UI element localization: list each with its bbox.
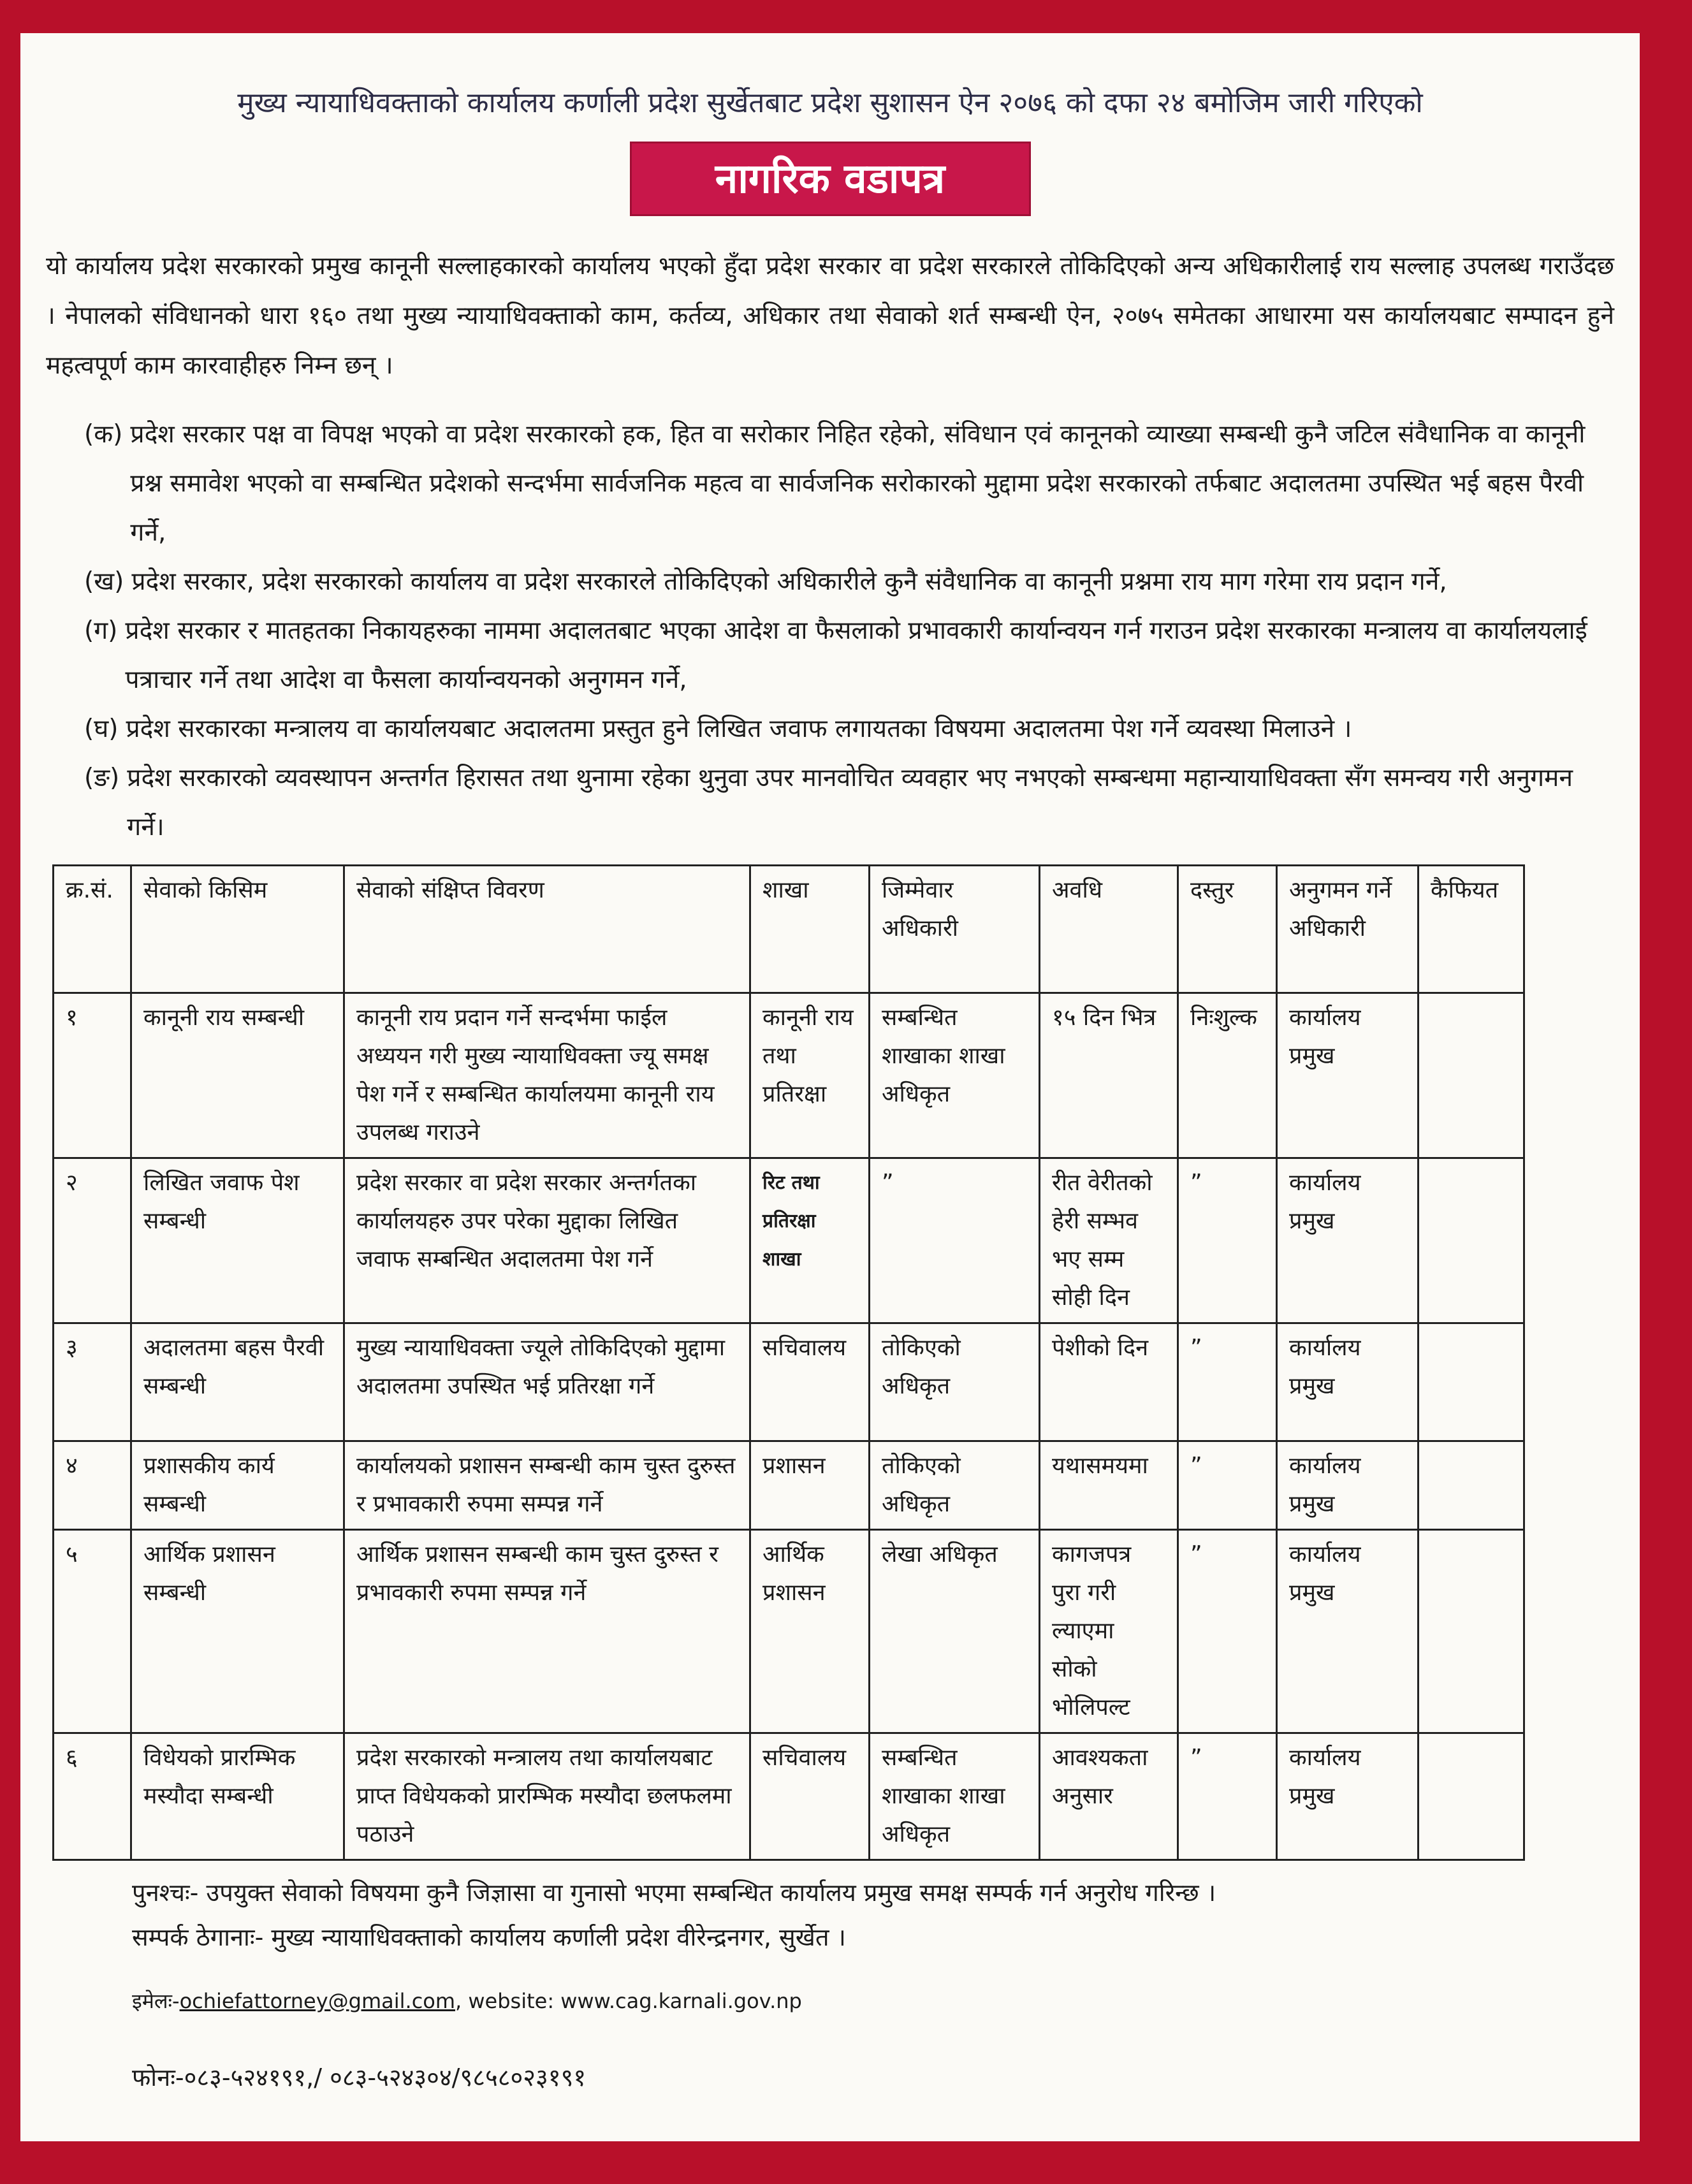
- intro-paragraph: यो कार्यालय प्रदेश सरकारको प्रमुख कानूनी सल्लाहकारको कार्यालय भएको हुँदा प्रदेश सरकार वा प्रदेश सरकारले तोकिदिएको अन्य अधिकारीलाई राय सल्लाह उपलब्ध गराउँदछ । नेपालको संविधानको धारा १६० तथा मुख्य न्यायाधिवक्ताको काम, कर्तव्य, अधिकार तथा सेवाको शर्त सम्बन्धी ऐन, २०७५ समेतका आधारमा यस कार्यालयबाट सम्पादन हुने महत्वपूर्ण काम कारवाहीहरु निम्न छन् ।: [46, 252, 1614, 380]
- item-marker: (क): [84, 420, 123, 449]
- table-cell: ६: [54, 1733, 131, 1860]
- table-cell: तोकिएको अधिकृत: [870, 1323, 1040, 1441]
- phone-line: फोनः-०८३-५२४१९१,/ ०८३-५२४३०४/९८५८०२३१९१: [132, 2064, 587, 2092]
- column-header: कैफियत: [1419, 866, 1524, 993]
- table-cell: १५ दिन भित्र: [1040, 993, 1178, 1158]
- table-row: [54, 1530, 1524, 1733]
- table-cell: सचिवालय: [750, 1733, 870, 1860]
- table-cell: ”: [870, 1158, 1040, 1323]
- table-cell: [1419, 993, 1524, 1158]
- services-table: [52, 864, 1525, 1861]
- table-cell: कार्यालय प्रमुख: [1277, 1323, 1419, 1441]
- table-cell: सम्बन्धित शाखाका शाखा अधिकृत: [870, 1733, 1040, 1860]
- column-header: दस्तुर: [1178, 866, 1277, 993]
- column-header: शाखा: [750, 866, 870, 993]
- list-item: [84, 606, 1614, 704]
- table-cell: प्रदेश सरकारको मन्त्रालय तथा कार्यालयबाट प्राप्त विधेयकको प्रारम्भिक मस्यौदा छलफलमा पठाउने: [344, 1733, 750, 1860]
- table-cell: आर्थिक प्रशासन: [750, 1530, 870, 1733]
- table-cell: कार्यालय प्रमुख: [1277, 1733, 1419, 1860]
- footer-note: पुनश्चः- उपयुक्त सेवाको विषयमा कुनै जिज्ञासा वा गुनासो भएमा सम्बन्धित कार्यालय प्रमुख समक्ष सम्पर्क गर्न अनुरोध गरिन्छ ।: [132, 1879, 1216, 1907]
- list-item: [84, 753, 1614, 852]
- notice-paper: [20, 33, 1640, 2141]
- table-row: [54, 1323, 1524, 1441]
- table-cell: रीत वेरीतको हेरी सम्भव भए सम्म सोही दिन: [1040, 1158, 1178, 1323]
- table-row: [54, 993, 1524, 1158]
- table-cell: कानूनी राय तथा प्रतिरक्षा: [750, 993, 870, 1158]
- email-link[interactable]: ochiefattorney@gmail.com: [179, 1989, 456, 2013]
- table-cell: यथासमयमा: [1040, 1441, 1178, 1530]
- item-marker: (घ): [84, 715, 119, 743]
- column-header: क्र.सं.: [54, 866, 131, 993]
- table-cell: कानूनी राय सम्बन्धी: [131, 993, 344, 1158]
- table-header-row: [54, 866, 1524, 993]
- page-title: नागरिक वडापत्र: [715, 155, 945, 203]
- table-cell: लिखित जवाफ पेश सम्बन्धी: [131, 1158, 344, 1323]
- item-text: प्रदेश सरकार र मातहतका निकायहरुका नाममा अदालतबाट भएका आदेश वा फैसलाको प्रभावकारी कार्यान्वयन गर्न गराउन प्रदेश सरकारका मन्त्रालय वा कार्यालयलाई पत्राचार गर्ने तथा आदेश वा फैसला कार्यान्वयनको अनुगमन गर्ने,: [125, 616, 1587, 694]
- item-marker: (ग): [84, 616, 118, 645]
- list-item: [84, 557, 1614, 606]
- table-cell: कागजपत्र पुरा गरी ल्याएमा सोको भोलिपल्ट: [1040, 1530, 1178, 1733]
- duties-list: [84, 410, 1614, 852]
- item-marker: (ङ): [84, 764, 120, 792]
- table-cell: प्रशासन: [750, 1441, 870, 1530]
- column-header: सेवाको संक्षिप्त विवरण: [344, 866, 750, 993]
- table-cell: सचिवालय: [750, 1323, 870, 1441]
- list-item: [84, 704, 1614, 753]
- website-text: , website: www.cag.karnali.gov.np: [455, 1989, 802, 2013]
- table-cell: ५: [54, 1530, 131, 1733]
- table-cell: १: [54, 993, 131, 1158]
- item-text: प्रदेश सरकारका मन्त्रालय वा कार्यालयबाट अदालतमा प्रस्तुत हुने लिखित जवाफ लगायतका विषयमा अदालतमा पेश गर्ने व्यवस्था मिलाउने ।: [126, 715, 1352, 743]
- table-cell: कार्यालय प्रमुख: [1277, 1158, 1419, 1323]
- list-item: [84, 410, 1614, 557]
- table-row: [54, 1441, 1524, 1530]
- table-cell: [1419, 1158, 1524, 1323]
- table-cell: कार्यालय प्रमुख: [1277, 1530, 1419, 1733]
- table-cell: ”: [1178, 1733, 1277, 1860]
- table-row: [54, 1733, 1524, 1860]
- table-cell: आवश्यकता अनुसार: [1040, 1733, 1178, 1860]
- table-cell: प्रदेश सरकार वा प्रदेश सरकार अन्तर्गतका कार्यालयहरु उपर परेका मुद्दाका लिखित जवाफ सम्बन्धित अदालतमा पेश गर्ने: [344, 1158, 750, 1323]
- table-cell: ”: [1178, 1441, 1277, 1530]
- table-cell: कार्यालय प्रमुख: [1277, 993, 1419, 1158]
- table-cell: ३: [54, 1323, 131, 1441]
- table-cell: ”: [1178, 1158, 1277, 1323]
- table-cell: कानूनी राय प्रदान गर्ने सन्दर्भमा फाईल अध्ययन गरी मुख्य न्यायाधिवक्ता ज्यू समक्ष पेश गर्ने र सम्बन्धित कार्यालयमा कानूनी राय उपलब्ध गराउने: [344, 993, 750, 1158]
- table-cell: पेशीको दिन: [1040, 1323, 1178, 1441]
- table-cell: प्रशासकीय कार्य सम्बन्धी: [131, 1441, 344, 1530]
- table-cell: तोकिएको अधिकृत: [870, 1441, 1040, 1530]
- column-header: अवधि: [1040, 866, 1178, 993]
- table-cell: आर्थिक प्रशासन सम्बन्धी: [131, 1530, 344, 1733]
- table-cell: निःशुल्क: [1178, 993, 1277, 1158]
- column-header: अनुगमन गर्ने अधिकारी: [1277, 866, 1419, 993]
- table-cell: कार्यालय प्रमुख: [1277, 1441, 1419, 1530]
- table-cell: कार्यालयको प्रशासन सम्बन्धी काम चुस्त दुरुस्त र प्रभावकारी रुपमा सम्पन्न गर्ने: [344, 1441, 750, 1530]
- item-marker: (ख): [84, 567, 124, 596]
- column-header: जिम्मेवार अधिकारी: [870, 866, 1040, 993]
- table-row: [54, 1158, 1524, 1323]
- table-cell: विधेयको प्रारम्भिक मस्यौदा सम्बन्धी: [131, 1733, 344, 1860]
- item-text: प्रदेश सरकार, प्रदेश सरकारको कार्यालय वा प्रदेश सरकारले तोकिदिएको अधिकारीले कुनै संवैधानिक वा कानूनी प्रश्नमा राय माग गरेमा राय प्रदान गर्ने,: [131, 567, 1447, 596]
- email-label: इमेलः-: [132, 1989, 180, 2013]
- table-cell: ”: [1178, 1530, 1277, 1733]
- table-cell: रिट तथा प्रतिरक्षा शाखा: [750, 1158, 870, 1323]
- item-text: प्रदेश सरकारको व्यवस्थापन अन्तर्गत हिरासत तथा थुनामा रहेका थुनुवा उपर मानवोचित व्यवहार भए नभएको सम्बन्धमा महान्यायाधिवक्ता सँग समन्वय गरी अनुगमन गर्ने।: [127, 764, 1573, 841]
- table-cell: ४: [54, 1441, 131, 1530]
- table-cell: सम्बन्धित शाखाका शाखा अधिकृत: [870, 993, 1040, 1158]
- contact-address: सम्पर्क ठेगानाः- मुख्य न्यायाधिवक्ताको कार्यालय कर्णाली प्रदेश वीरेन्द्रनगर, सुर्खेत ।: [132, 1923, 846, 1951]
- header-line: मुख्य न्यायाधिवक्ताको कार्यालय कर्णाली प्रदेश सुर्खेतबाट प्रदेश सुशासन ऐन २०७६ को दफा २४ बमोजिम जारी गरिएको: [237, 87, 1423, 119]
- table-cell: लेखा अधिकृत: [870, 1530, 1040, 1733]
- table-cell: [1419, 1441, 1524, 1530]
- table-cell: मुख्य न्यायाधिवक्ता ज्यूले तोकिदिएको मुद्दामा अदालतमा उपस्थित भई प्रतिरक्षा गर्ने: [344, 1323, 750, 1441]
- table-cell: आर्थिक प्रशासन सम्बन्धी काम चुस्त दुरुस्त र प्रभावकारी रुपमा सम्पन्न गर्ने: [344, 1530, 750, 1733]
- title-banner: [630, 142, 1031, 216]
- table-cell: [1419, 1733, 1524, 1860]
- item-text: प्रदेश सरकार पक्ष वा विपक्ष भएको वा प्रदेश सरकारको हक, हित वा सरोकार निहित रहेको, संविधान एवं कानूनको व्याख्या सम्बन्धी कुनै जटिल संवैधानिक वा कानूनी प्रश्न समावेश भएको वा सम्बन्धित प्रदेशको सन्दर्भमा सार्वजनिक महत्व वा सार्वजनिक सरोकारको मुद्दामा प्रदेश सरकारको तर्फबाट अदालतमा उपस्थित भई बहस पैरवी गर्ने,: [130, 420, 1586, 547]
- table-cell: २: [54, 1158, 131, 1323]
- email-line: [132, 1982, 1614, 2020]
- table-cell: अदालतमा बहस पैरवी सम्बन्धी: [131, 1323, 344, 1441]
- table-cell: ”: [1178, 1323, 1277, 1441]
- table-cell: [1419, 1530, 1524, 1733]
- table-cell: [1419, 1323, 1524, 1441]
- column-header: सेवाको किसिम: [131, 866, 344, 993]
